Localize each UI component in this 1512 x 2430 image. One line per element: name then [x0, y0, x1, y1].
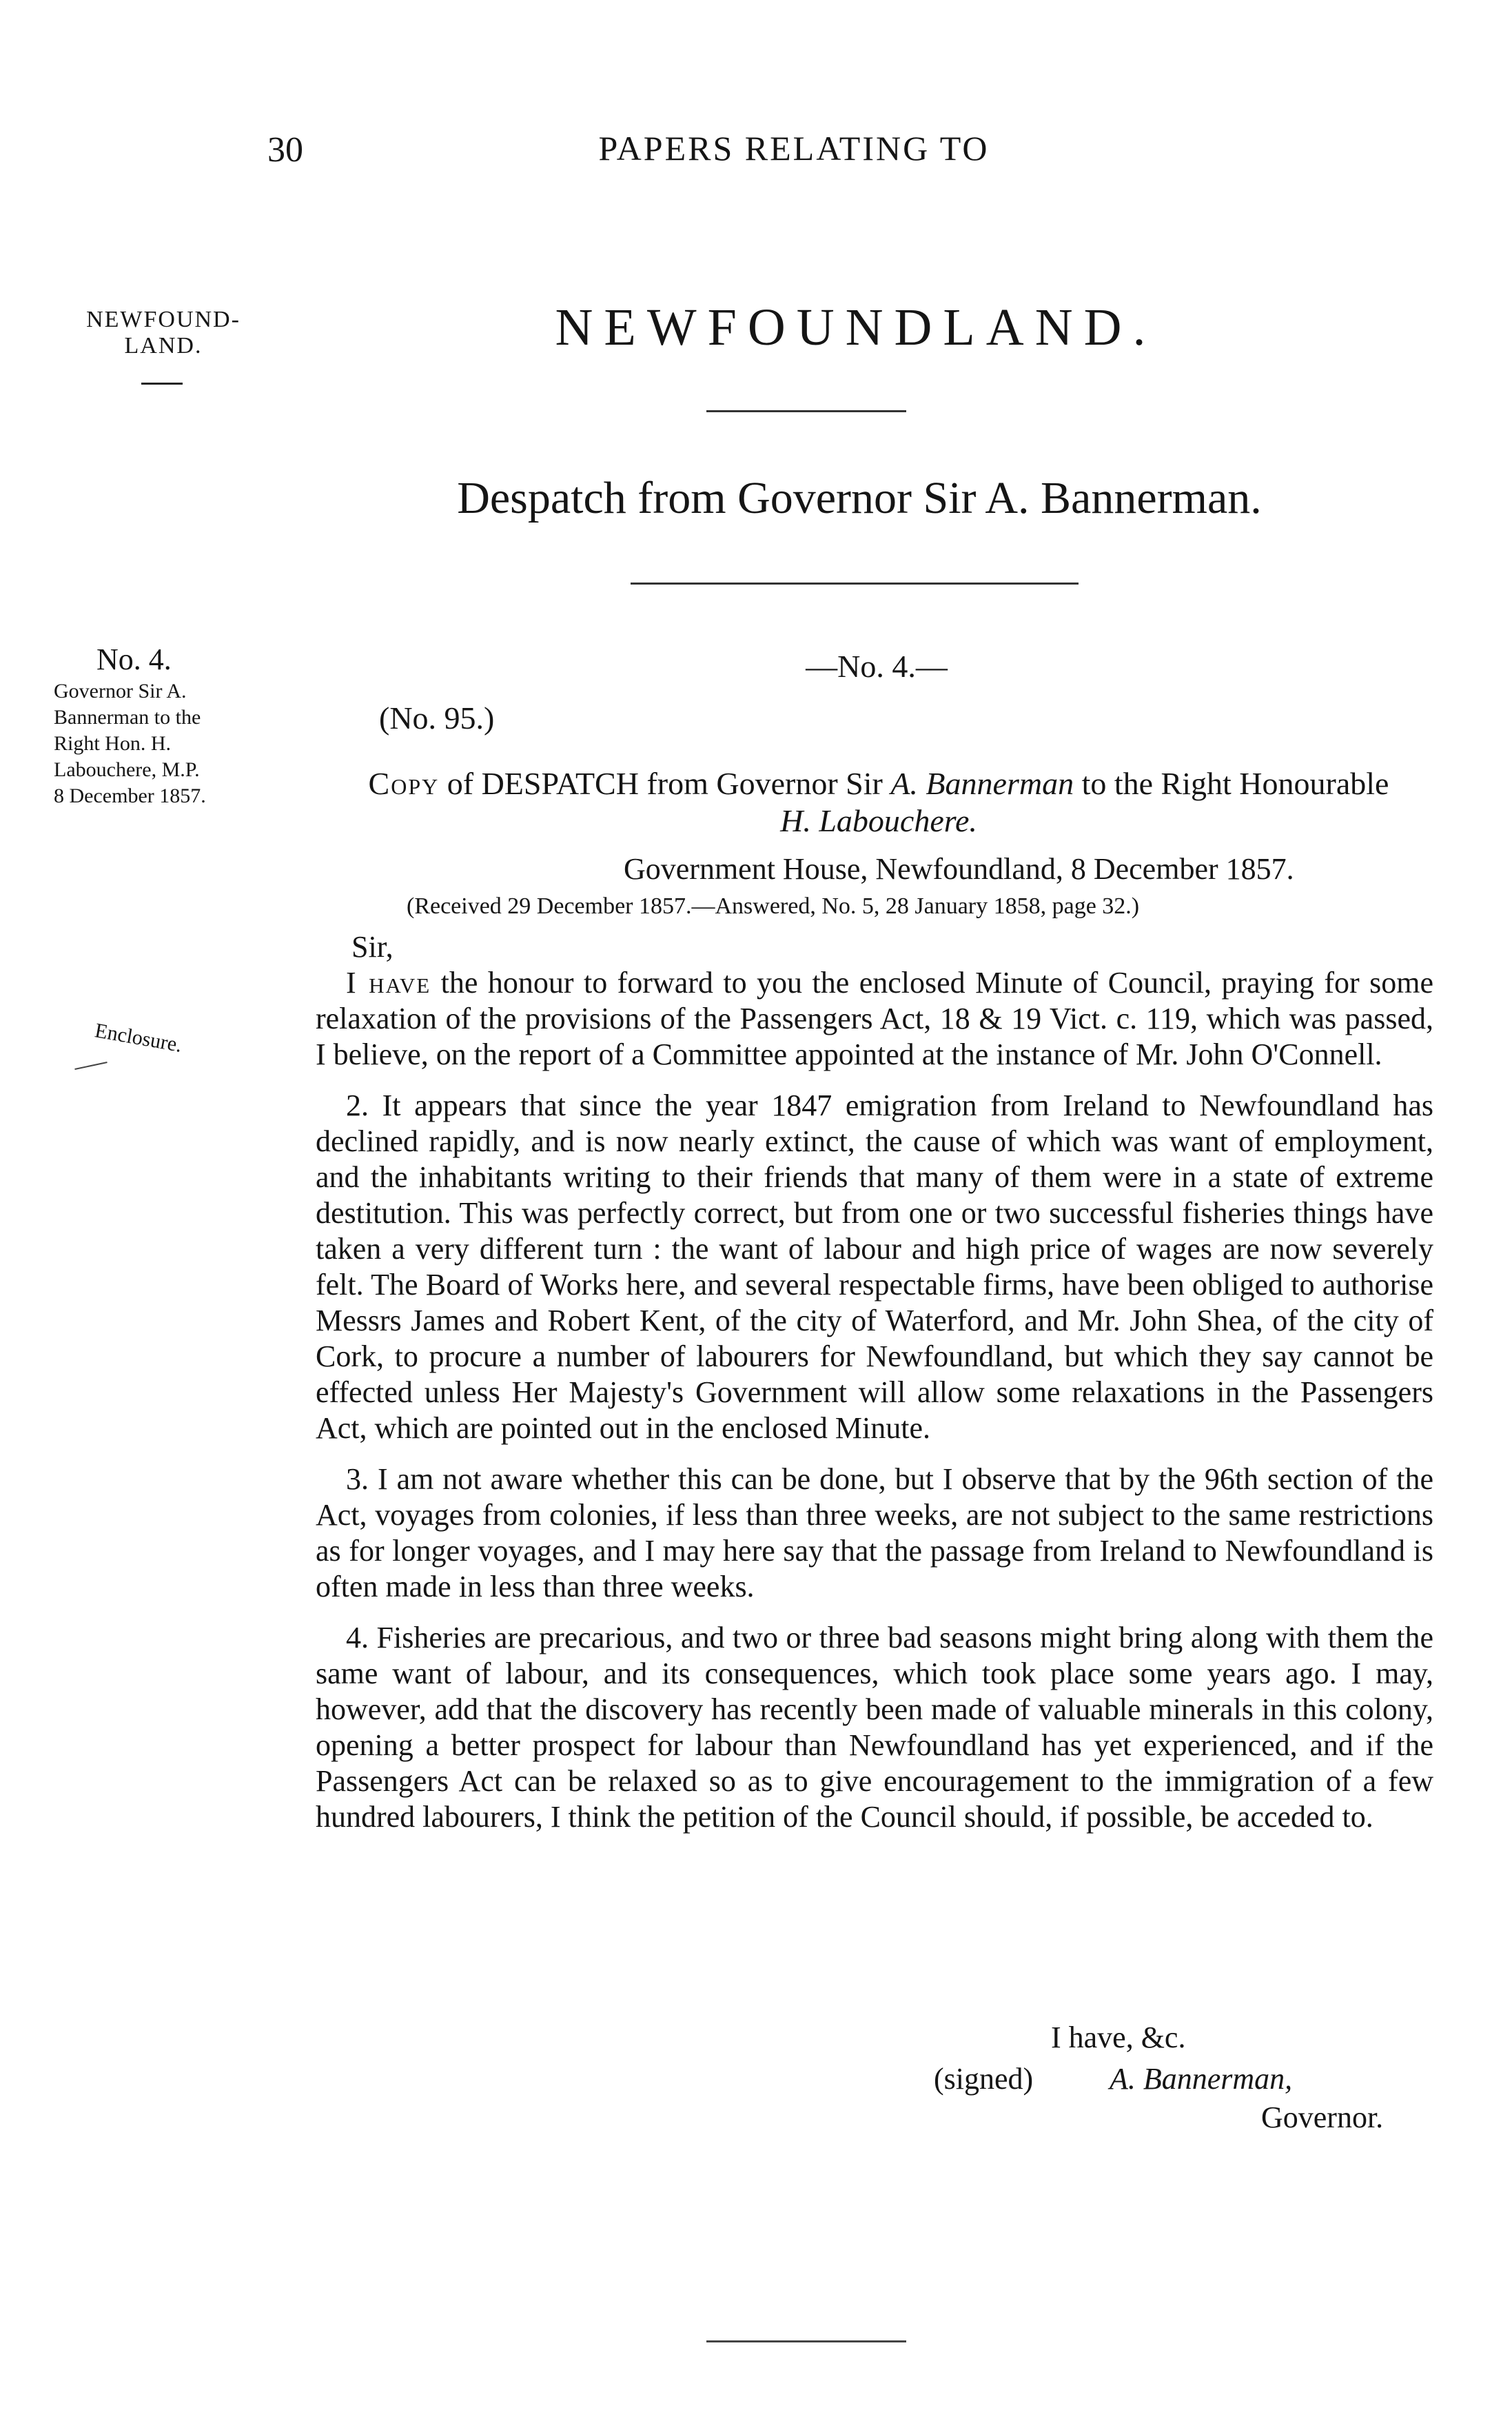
side-note-line: Labouchere, M.P.	[54, 758, 200, 781]
copy-heading-recipient: H. Labouchere.	[780, 803, 977, 838]
page-number: 30	[267, 130, 303, 170]
signature-title: Governor.	[1261, 2100, 1384, 2134]
signature-name: A. Bannerman,	[1110, 2062, 1293, 2096]
copy-prefix: Copy	[368, 766, 440, 801]
copy-heading	[351, 765, 1406, 840]
copy-heading-text: to the Right Honourable	[1074, 766, 1389, 801]
side-note-line: Right Hon. H.	[54, 732, 172, 755]
side-note-line: Governor Sir A.	[54, 680, 187, 702]
copy-heading-text: of DESPATCH from Governor Sir	[439, 766, 891, 801]
paragraph-2: 2. It appears that since the year 1847 emigration from Ireland to Newfoundland has declined rapidly, and is now nearly extinct, the cause of which was want of employment, and the inhabitants writing to their friends that many of them were in a state of extreme destitution. This was perfectly correct, but from one or two successful fisheries things have taken a very different turn : the want of labour and high price of wages are now severely felt. The Board of Works here, and several respectable firms, have been obliged to authorise Messrs James and Robert Kent, of the city of Waterford, and Mr. John Shea, of the city of Cork, to procure a number of labourers for Newfoundland, but which they say cannot be effected unless Her Majesty's Government will allow some relaxations in the Passengers Act, which are pointed out in the enclosed Minute.	[316, 1089, 1433, 1445]
closing-phrase: I have, &c.	[1051, 2021, 1186, 2054]
signed-label: (signed)	[934, 2062, 1034, 2096]
salutation: Sir,	[351, 930, 394, 964]
paragraph-3: 3. I am not aware whether this can be done, but I observe that by the 96th section of the Act, voyages from colonies, if less than three weeks, are not subject to the same restrictions as for longer voyages, and I may here say that the passage from Ireland to Newfoundland is often made in less than three weeks.	[316, 1462, 1433, 1603]
received-note: (Received 29 December 1857.—Answered, No. 5, 28 January 1858, page 32.)	[407, 893, 1140, 919]
page-title: NEWFOUNDLAND.	[555, 298, 1157, 356]
paragraph-lead: I have	[346, 966, 431, 1000]
running-head: PAPERS RELATING TO	[598, 129, 990, 168]
enclosure-note: Enclosure.	[93, 1019, 184, 1057]
title-rule	[706, 410, 906, 412]
end-rule	[706, 2340, 906, 2342]
margin-heading-line1: NEWFOUND-	[86, 307, 241, 332]
subtitle-rule	[631, 583, 1079, 585]
paragraph-text: the honour to forward to you the enclosed Minute of Council, praying for some relaxation of the provisions of the Passengers Act, 18 & 19 Vict. c. 119, which was passed, I believe, on the report of a Committee appointed at the instance of Mr. John O'Connell.	[316, 966, 1433, 1071]
document-number: —No. 4.—	[806, 649, 948, 684]
side-note-number: No. 4.	[96, 642, 172, 676]
paragraph-4: 4. Fisheries are precarious, and two or three bad seasons might bring along with them the same want of labour, and its consequences, which took place some years ago. I may, however, add that the discovery has recently been made of valuable minerals in this colony, opening a better prospect for labour than Newfoundland has yet experienced, and if the Passengers Act can be relaxed so as to give encouragement to the immigration of a few hundred labourers, I think the petition of the Council should, if possible, be acceded to.	[316, 1621, 1433, 1834]
margin-heading-line2: LAND.	[124, 333, 203, 358]
place-date: Government House, Newfoundland, 8 December 1857.	[624, 852, 1294, 886]
letter-body	[316, 965, 1433, 1850]
side-note-line: Bannerman to the	[54, 706, 201, 729]
paragraph-1	[316, 965, 1433, 1073]
despatch-number: (No. 95.)	[379, 700, 495, 736]
copy-heading-sender: A. Bannerman	[890, 766, 1074, 801]
margin-heading-rule	[141, 383, 183, 385]
enclosure-mark	[74, 1062, 107, 1070]
side-note-line: 8 December 1857.	[54, 784, 206, 807]
page-subtitle: Despatch from Governor Sir A. Bannerman.	[457, 473, 1262, 523]
